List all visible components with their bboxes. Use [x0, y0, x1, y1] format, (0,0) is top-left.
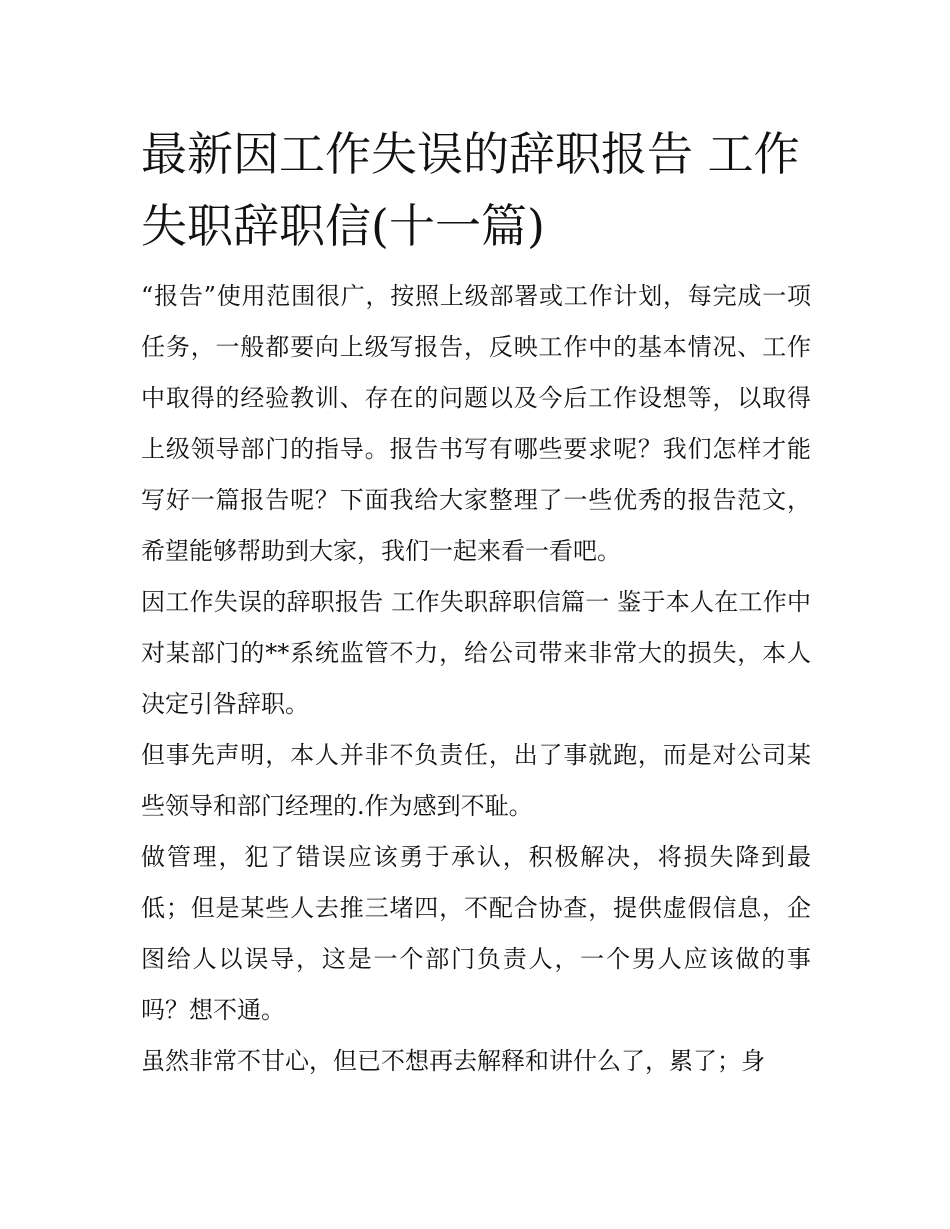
document-body: [141, 118, 811, 1087]
paragraph-letter-opening: 因工作失误的辞职报告 工作失职辞职信篇一 鉴于本人在工作中对某部门的**系统监管不力，给公司带来非常大的损失，本人决定引咎辞职。: [141, 588, 811, 718]
paragraph-statement: 但事先声明，本人并非不负责任，出了事就跑，而是对公司某些领导和部门经理的.作为感到不耻。: [141, 741, 811, 820]
paragraph-conclusion: 虽然非常不甘心，但已不想再去解释和讲什么了，累了；身: [141, 1047, 765, 1075]
document-title: 最新因工作失误的辞职报告 工作失职辞职信(十一篇): [141, 127, 800, 253]
intro-paragraph: “报告”使用范围很广，按照上级部署或工作计划，每完成一项任务，一般都要向上级写报告，反映工作中的基本情况、工作中取得的经验教训、存在的问题以及今后工作设想等，以取得上级领导部门的指导。报告书写有哪些要求呢？我们怎样才能写好一篇报告呢？下面我给大家整理了一些优秀的报告范文，希望能够帮助到大家，我们一起来看一看吧。: [141, 282, 811, 565]
paragraph-management: 做管理，犯了错误应该勇于承认，积极解决，将损失降到最低；但是某些人去推三堵四，不配合协查，提供虚假信息，企图给人以误导，这是一个部门负责人，一个男人应该做的事吗？想不通。: [141, 843, 811, 1024]
